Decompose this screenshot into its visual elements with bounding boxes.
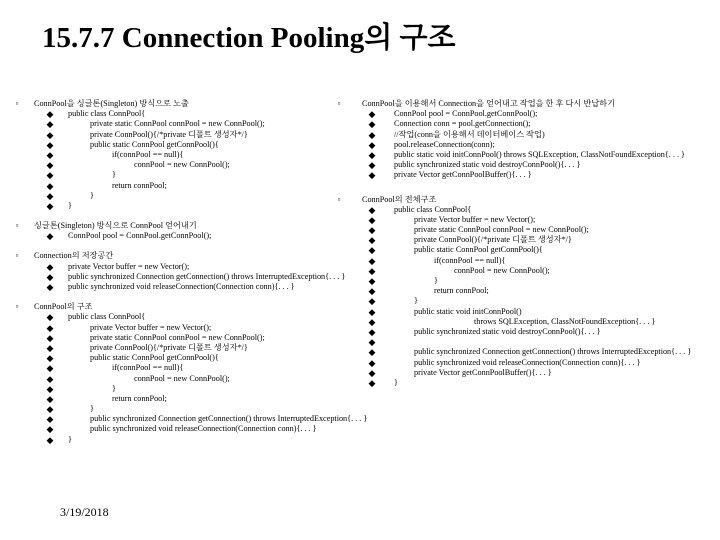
code-line bbox=[334, 119, 720, 129]
diamond-bullet-icon: ◆ bbox=[368, 214, 376, 225]
code-text: private static ConnPool connPool = new ConnPool(); bbox=[90, 332, 265, 342]
code-line bbox=[12, 374, 384, 384]
code-text: public static void initConnPool() bbox=[414, 306, 522, 316]
section-heading bbox=[12, 221, 384, 231]
code-line bbox=[12, 435, 384, 445]
diamond-bullet-icon: ◆ bbox=[46, 160, 54, 171]
code-line bbox=[12, 414, 384, 424]
code-line bbox=[12, 394, 384, 404]
diamond-bullet-icon: ◆ bbox=[368, 245, 376, 256]
code-line bbox=[334, 245, 720, 255]
code-line bbox=[12, 424, 384, 434]
diamond-bullet-icon: ◆ bbox=[46, 424, 54, 435]
code-text: if(connPool == null){ bbox=[112, 149, 184, 159]
section-heading-text: ConnPool을 이용해서 Connection을 얻어내고 작업을 한 후 다시 반납하기 bbox=[362, 99, 615, 108]
code-line bbox=[12, 181, 384, 191]
diamond-bullet-icon: ◆ bbox=[368, 225, 376, 236]
code-text: } bbox=[90, 404, 94, 414]
code-text: if(connPool == null){ bbox=[434, 255, 506, 265]
code-text: ConnPool pool = ConnPool.getConnPool(); bbox=[68, 231, 212, 241]
diamond-bullet-icon: ◆ bbox=[46, 373, 54, 384]
diamond-bullet-icon: ◆ bbox=[46, 282, 54, 292]
code-line bbox=[12, 140, 384, 150]
diamond-bullet-icon: ◆ bbox=[368, 286, 376, 297]
code-text: connPool = new ConnPool(); bbox=[134, 160, 230, 170]
section bbox=[12, 302, 384, 445]
section-heading-text: 싱글톤(Singleton) 방식으로 ConnPool 얻어내기 bbox=[34, 221, 197, 231]
code-line bbox=[12, 333, 384, 343]
code-line bbox=[334, 205, 720, 215]
diamond-bullet-icon: ◆ bbox=[46, 353, 54, 364]
code-line bbox=[334, 130, 720, 140]
code-line bbox=[334, 368, 720, 378]
code-text: //작업(conn을 이용해서 데이터베이스 작업) bbox=[394, 129, 545, 139]
section-bullet-icon: ▫ bbox=[15, 99, 19, 108]
diamond-bullet-icon: ◆ bbox=[368, 109, 376, 120]
code-text: } bbox=[112, 383, 116, 393]
code-line bbox=[12, 323, 384, 333]
code-text: throws SQLException, ClassNotFoundException{. . . } bbox=[474, 316, 656, 326]
code-line bbox=[12, 404, 384, 414]
diamond-bullet-icon: ◆ bbox=[46, 434, 54, 445]
code-text: Connection conn = pool.getConnection(); bbox=[394, 119, 531, 129]
code-line bbox=[334, 337, 720, 347]
section-heading bbox=[334, 195, 720, 205]
code-text: ConnPool pool = ConnPool.getConnPool(); bbox=[394, 109, 538, 119]
code-line bbox=[12, 353, 384, 363]
diamond-bullet-icon: ◆ bbox=[368, 160, 376, 171]
code-line bbox=[334, 358, 720, 368]
code-line bbox=[12, 170, 384, 180]
code-line bbox=[12, 384, 384, 394]
section-bullet-icon: ▫ bbox=[337, 194, 341, 204]
diamond-bullet-icon: ◆ bbox=[46, 261, 54, 272]
code-line bbox=[334, 140, 720, 150]
code-line bbox=[334, 215, 720, 225]
code-text: } bbox=[394, 377, 398, 387]
code-text: public synchronized static void destroyConnPool(){. . . } bbox=[394, 160, 581, 170]
code-line bbox=[334, 347, 720, 357]
diamond-bullet-icon: ◆ bbox=[368, 326, 376, 337]
code-line bbox=[12, 312, 384, 322]
diamond-bullet-icon: ◆ bbox=[368, 306, 376, 317]
code-line bbox=[12, 150, 384, 160]
slide-date: 3/19/2018 bbox=[60, 505, 109, 519]
code-line bbox=[12, 343, 384, 353]
code-text: private Vector getConnPoolBuffer(){. . . } bbox=[414, 367, 552, 377]
diamond-bullet-icon: ◆ bbox=[46, 170, 54, 181]
code-text: } bbox=[112, 170, 116, 180]
code-text: public synchronized static void destroyConnPool(){. . . } bbox=[414, 326, 601, 336]
section-heading-text: Connection의 저장공간 bbox=[34, 251, 114, 261]
code-text: pool.releaseConnection(conn); bbox=[394, 139, 495, 149]
code-text: } bbox=[90, 190, 94, 200]
section-heading bbox=[334, 99, 720, 109]
code-line bbox=[334, 296, 720, 306]
diamond-bullet-icon: ◆ bbox=[46, 200, 54, 211]
code-text: public synchronized void releaseConnection(Connection conn){. . . } bbox=[90, 424, 317, 434]
code-text: private ConnPool(){/*private 디폴트 생성자*/} bbox=[90, 342, 248, 352]
diamond-bullet-icon: ◆ bbox=[46, 180, 54, 191]
code-line bbox=[12, 109, 384, 119]
diamond-bullet-icon: ◆ bbox=[46, 404, 54, 415]
section bbox=[12, 99, 384, 211]
diamond-bullet-icon: ◆ bbox=[46, 332, 54, 343]
code-text: public synchronized void releaseConnection(Connection conn){. . . } bbox=[414, 357, 641, 367]
code-text: connPool = new ConnPool(); bbox=[134, 373, 230, 383]
diamond-bullet-icon: ◆ bbox=[368, 357, 376, 368]
code-text: private Vector buffer = new Vector(); bbox=[414, 214, 536, 224]
code-line bbox=[334, 276, 720, 286]
code-text: public static ConnPool getConnPool(){ bbox=[90, 139, 219, 149]
diamond-bullet-icon: ◆ bbox=[46, 190, 54, 201]
code-text: if(connPool == null){ bbox=[112, 363, 184, 373]
code-text: private ConnPool(){/*private 디폴트 생성자*/} bbox=[414, 235, 572, 245]
diamond-bullet-icon: ◆ bbox=[46, 342, 54, 353]
diamond-bullet-icon: ◆ bbox=[46, 322, 54, 333]
section bbox=[334, 195, 720, 389]
code-line bbox=[334, 150, 720, 160]
diamond-bullet-icon: ◆ bbox=[368, 255, 376, 266]
code-line bbox=[334, 378, 720, 388]
code-line bbox=[334, 225, 720, 235]
code-line bbox=[334, 235, 720, 245]
code-text: return connPool; bbox=[112, 180, 167, 190]
code-line bbox=[12, 160, 384, 170]
code-text: connPool = new ConnPool(); bbox=[454, 265, 550, 275]
code-text: private ConnPool(){/*private 디폴트 생성자*/} bbox=[90, 129, 248, 139]
code-text: return connPool; bbox=[112, 393, 167, 403]
code-text: public synchronized Connection getConnection() throws InterruptedException{. . . } bbox=[414, 347, 692, 357]
page-title: 15.7.7 Connection Pooling의 구조 bbox=[42, 22, 456, 54]
code-line bbox=[334, 307, 720, 317]
code-text: return connPool; bbox=[434, 286, 489, 296]
diamond-bullet-icon: ◆ bbox=[368, 170, 376, 181]
code-line bbox=[12, 119, 384, 129]
diamond-bullet-icon: ◆ bbox=[46, 363, 54, 374]
code-line bbox=[334, 170, 720, 180]
section-heading bbox=[12, 251, 384, 261]
section-heading bbox=[12, 302, 384, 312]
left-column bbox=[12, 99, 384, 445]
code-text: public synchronized Connection getConnection() throws InterruptedException{. . . } bbox=[68, 271, 346, 281]
diamond-bullet-icon: ◆ bbox=[46, 119, 54, 130]
code-text: public synchronized void releaseConnection(Connection conn){. . . } bbox=[68, 282, 295, 291]
diamond-bullet-icon: ◆ bbox=[368, 119, 376, 130]
diamond-bullet-icon: ◆ bbox=[368, 276, 376, 286]
diamond-bullet-icon: ◆ bbox=[368, 337, 376, 348]
code-text: } bbox=[434, 276, 438, 285]
diamond-bullet-icon: ◆ bbox=[368, 377, 376, 388]
code-text: private static ConnPool connPool = new ConnPool(); bbox=[414, 225, 589, 235]
code-text: public static ConnPool getConnPool(){ bbox=[414, 245, 543, 255]
diamond-bullet-icon: ◆ bbox=[46, 109, 54, 120]
diamond-bullet-icon: ◆ bbox=[368, 204, 376, 215]
diamond-bullet-icon: ◆ bbox=[46, 393, 54, 404]
code-text: public class ConnPool{ bbox=[68, 312, 146, 322]
code-line bbox=[12, 272, 384, 282]
diamond-bullet-icon: ◆ bbox=[368, 149, 376, 160]
diamond-bullet-icon: ◆ bbox=[46, 231, 54, 242]
code-text: public class ConnPool{ bbox=[68, 109, 146, 119]
code-line bbox=[334, 109, 720, 119]
code-line bbox=[334, 327, 720, 337]
code-text: } bbox=[68, 434, 72, 444]
diamond-bullet-icon: ◆ bbox=[368, 367, 376, 378]
code-line bbox=[334, 286, 720, 296]
code-text: } bbox=[68, 200, 72, 210]
code-text: } bbox=[414, 296, 418, 306]
diamond-bullet-icon: ◆ bbox=[46, 383, 54, 394]
code-line bbox=[12, 191, 384, 201]
code-line bbox=[12, 201, 384, 211]
code-line bbox=[12, 231, 384, 241]
diamond-bullet-icon: ◆ bbox=[46, 139, 54, 150]
section-heading-text: ConnPool의 구조 bbox=[34, 302, 93, 312]
diamond-bullet-icon: ◆ bbox=[46, 149, 54, 160]
section-heading-text: ConnPool을 싱글톤(Singleton) 방식으로 노출 bbox=[34, 99, 189, 108]
diamond-bullet-icon: ◆ bbox=[46, 129, 54, 140]
section-heading bbox=[12, 99, 384, 109]
diamond-bullet-icon: ◆ bbox=[46, 271, 54, 282]
section-bullet-icon: ▫ bbox=[337, 99, 341, 108]
diamond-bullet-icon: ◆ bbox=[46, 312, 54, 323]
section bbox=[12, 221, 384, 241]
section-bullet-icon: ▫ bbox=[15, 251, 19, 261]
diamond-bullet-icon: ◆ bbox=[368, 235, 376, 246]
code-text: private Vector getConnPoolBuffer(){. . . } bbox=[394, 170, 532, 180]
diamond-bullet-icon: ◆ bbox=[46, 414, 54, 425]
diamond-bullet-icon: ◆ bbox=[368, 265, 376, 276]
section bbox=[334, 99, 720, 181]
code-line bbox=[12, 130, 384, 140]
section bbox=[12, 251, 384, 292]
code-text: public class ConnPool{ bbox=[394, 204, 472, 214]
code-text: private static ConnPool connPool = new ConnPool(); bbox=[90, 119, 265, 129]
code-line bbox=[12, 262, 384, 272]
code-text: public synchronized Connection getConnection() throws InterruptedException{. . . } bbox=[90, 414, 368, 424]
section-bullet-icon: ▫ bbox=[15, 302, 19, 312]
diamond-bullet-icon: ◆ bbox=[368, 296, 376, 307]
code-line bbox=[334, 266, 720, 276]
code-line bbox=[12, 282, 384, 292]
code-line bbox=[12, 363, 384, 373]
code-line bbox=[334, 160, 720, 170]
diamond-bullet-icon: ◆ bbox=[368, 347, 376, 358]
code-line bbox=[334, 256, 720, 266]
section-heading-text: ConnPool의 전체구조 bbox=[362, 194, 437, 204]
code-text: public static void initConnPool() throws SQLException, ClassNotFoundException{. . . } bbox=[394, 149, 685, 159]
right-column bbox=[334, 99, 720, 388]
section-bullet-icon: ▫ bbox=[15, 221, 19, 231]
code-text: private Vector buffer = new Vector(); bbox=[68, 261, 190, 271]
diamond-bullet-icon: ◆ bbox=[368, 129, 376, 140]
code-text: public static ConnPool getConnPool(){ bbox=[90, 353, 219, 363]
code-line bbox=[334, 317, 720, 327]
diamond-bullet-icon: ◆ bbox=[368, 139, 376, 150]
code-text: private Vector buffer = new Vector(); bbox=[90, 322, 212, 332]
diamond-bullet-icon: ◆ bbox=[368, 316, 376, 327]
